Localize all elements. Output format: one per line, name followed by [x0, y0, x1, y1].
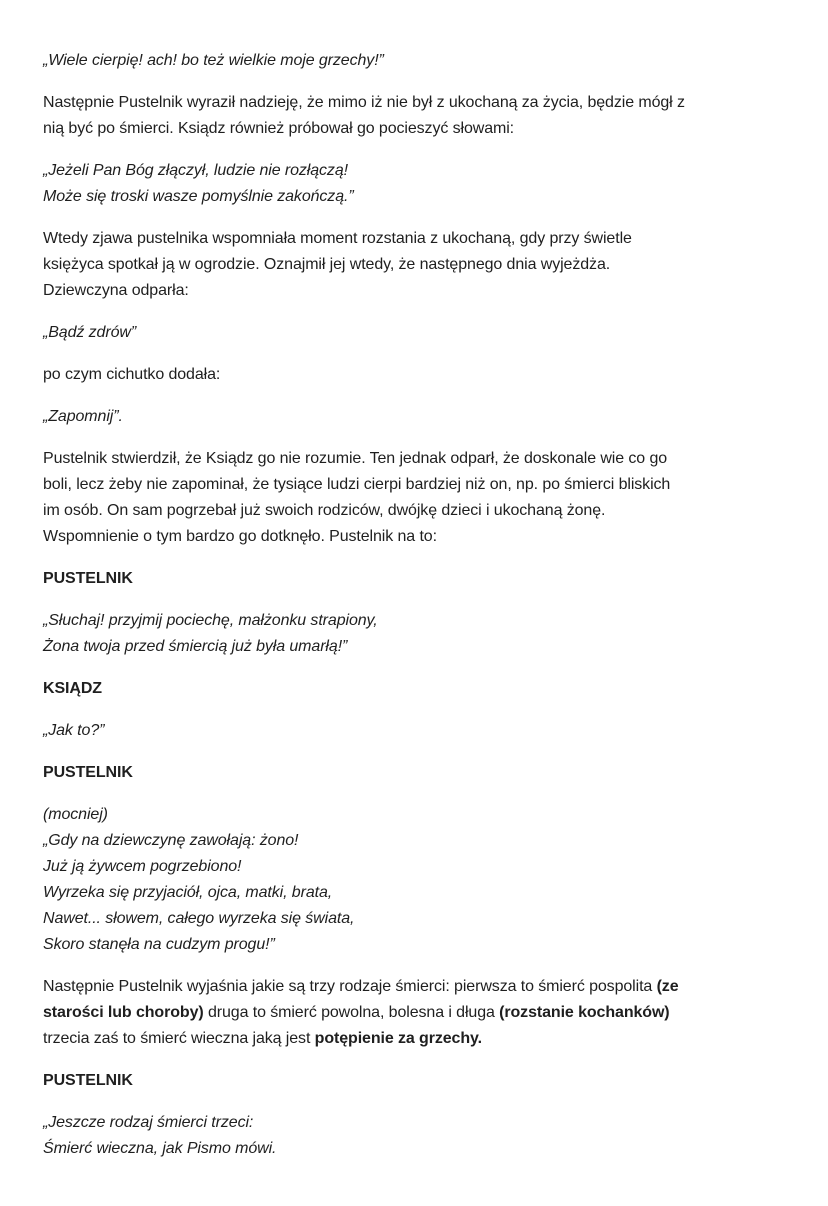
text-run: „Zapomnij”.	[43, 408, 123, 425]
text-line	[43, 880, 788, 906]
document-body	[43, 48, 788, 1162]
text-run: Żona twoja przed śmiercią już była umarłą!”	[43, 638, 348, 655]
text-run: PUSTELNIK	[43, 570, 133, 587]
text-run: Następnie Pustelnik wyraził nadzieję, że mimo iż nie był z ukochaną za życia, będzie mógł z	[43, 94, 685, 111]
text-line	[43, 116, 788, 142]
text-line	[43, 1136, 788, 1162]
text-run: Wtedy zjawa pustelnika wspomniała moment rozstania z ukochaną, gdy przy świetle	[43, 230, 632, 247]
text-line	[43, 498, 788, 524]
text-run: Skoro stanęła na cudzym progu!”	[43, 936, 275, 953]
paragraph	[43, 226, 788, 304]
quote-block	[43, 802, 788, 958]
text-line	[43, 1026, 788, 1052]
text-run: druga to śmierć powolna, bolesna i długa	[203, 1004, 500, 1021]
text-line	[43, 252, 788, 278]
text-line	[43, 932, 788, 958]
text-line	[43, 676, 788, 702]
speaker-heading	[43, 1068, 788, 1094]
bold-text-run: (ze	[656, 978, 679, 995]
text-line	[43, 828, 788, 854]
text-line	[43, 802, 788, 828]
text-run: nią być po śmierci. Ksiądz również próbował go pocieszyć słowami:	[43, 120, 515, 137]
text-run: trzecia zaś to śmierć wieczna jaką jest	[43, 1030, 315, 1047]
text-run: Następnie Pustelnik wyjaśnia jakie są trzy rodzaje śmierci: pierwsza to śmierć pospolita	[43, 978, 657, 995]
text-run: „Gdy na dziewczynę zawołają: żono!	[43, 832, 299, 849]
text-run: „Słuchaj! przyjmij pociechę, małżonku strapiony,	[43, 612, 378, 629]
text-line	[43, 634, 788, 660]
text-line	[43, 760, 788, 786]
text-line	[43, 48, 788, 74]
text-run: (mocniej)	[43, 806, 108, 823]
bold-text-run: potępienie za grzechy.	[314, 1030, 482, 1047]
text-line	[43, 158, 788, 184]
text-run: Pustelnik stwierdził, że Ksiądz go nie rozumie. Ten jednak odparł, że doskonale wie co go	[43, 450, 668, 467]
quote-block	[43, 718, 788, 744]
text-run: Wspomnienie o tym bardzo go dotknęło. Pustelnik na to:	[43, 528, 437, 545]
text-run: „Jak to?”	[43, 722, 105, 739]
text-run: „Bądź zdrów”	[43, 324, 137, 341]
text-line	[43, 404, 788, 430]
text-line	[43, 906, 788, 932]
text-run: po czym cichutko dodała:	[43, 366, 221, 383]
text-run: Dziewczyna odparła:	[43, 282, 189, 299]
text-line	[43, 472, 788, 498]
quote-block	[43, 48, 788, 74]
text-line	[43, 320, 788, 346]
text-line	[43, 226, 788, 252]
text-run: „Wiele cierpię! ach! bo też wielkie moje grzechy!”	[43, 52, 384, 69]
text-line	[43, 524, 788, 550]
text-line	[43, 90, 788, 116]
text-line	[43, 362, 788, 388]
speaker-heading	[43, 566, 788, 592]
text-line	[43, 974, 788, 1000]
paragraph	[43, 974, 788, 1052]
text-run: „Jeżeli Pan Bóg złączył, ludzie nie rozłączą!	[43, 162, 348, 179]
text-run: Już ją żywcem pogrzebiono!	[43, 858, 242, 875]
text-line	[43, 566, 788, 592]
text-line	[43, 184, 788, 210]
text-run: Wyrzeka się przyjaciół, ojca, matki, brata,	[43, 884, 333, 901]
quote-block	[43, 608, 788, 660]
text-run: boli, lecz żeby nie zapominał, że tysiące ludzi cierpi bardziej niż on, np. po śmierci bliskich	[43, 476, 671, 493]
paragraph	[43, 362, 788, 388]
bold-text-run: (rozstanie kochanków)	[499, 1004, 670, 1021]
text-line	[43, 608, 788, 634]
text-line	[43, 446, 788, 472]
quote-block	[43, 1110, 788, 1162]
text-line	[43, 1000, 788, 1026]
bold-text-run: starości lub choroby)	[43, 1004, 204, 1021]
paragraph	[43, 446, 788, 550]
quote-block	[43, 404, 788, 430]
text-run: PUSTELNIK	[43, 1072, 133, 1089]
text-run: księżyca spotkał ją w ogrodzie. Oznajmił jej wtedy, że następnego dnia wyjeżdża.	[43, 256, 611, 273]
text-run: Nawet... słowem, całego wyrzeka się świata,	[43, 910, 355, 927]
text-line	[43, 854, 788, 880]
speaker-heading	[43, 676, 788, 702]
paragraph	[43, 90, 788, 142]
quote-block	[43, 158, 788, 210]
text-line	[43, 1110, 788, 1136]
text-line	[43, 1068, 788, 1094]
text-run: im osób. On sam pogrzebał już swoich rodziców, dwójkę dzieci i ukochaną żonę.	[43, 502, 606, 519]
text-run: PUSTELNIK	[43, 764, 133, 781]
quote-block	[43, 320, 788, 346]
text-run: Śmierć wieczna, jak Pismo mówi.	[43, 1140, 277, 1157]
text-run: „Jeszcze rodzaj śmierci trzeci:	[43, 1114, 254, 1131]
text-run: KSIĄDZ	[43, 680, 102, 697]
text-run: Może się troski wasze pomyślnie zakończą.”	[43, 188, 354, 205]
text-line	[43, 718, 788, 744]
speaker-heading	[43, 760, 788, 786]
text-line	[43, 278, 788, 304]
